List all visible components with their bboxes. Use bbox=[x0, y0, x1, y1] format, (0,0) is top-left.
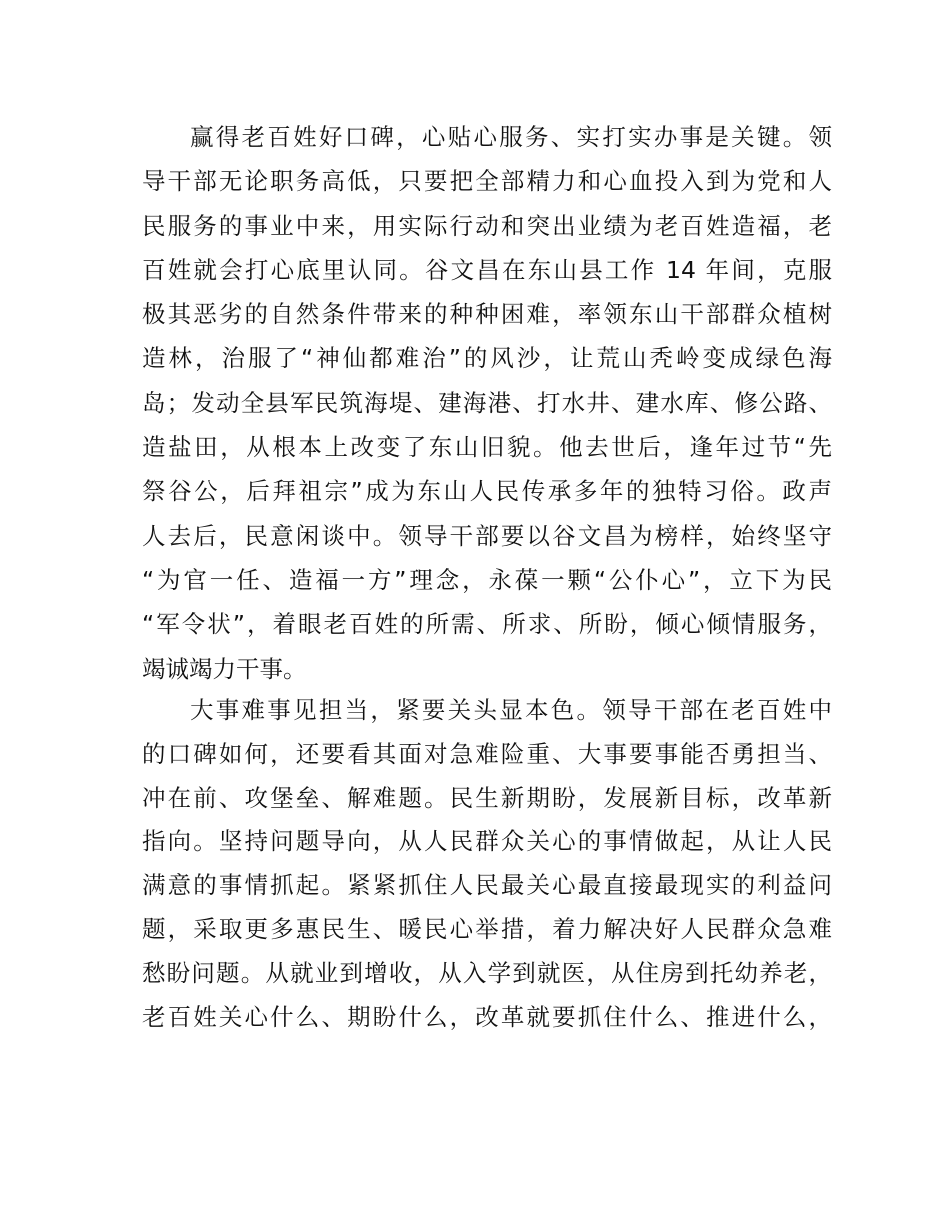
text-line: 导干部无论职务高低，只要把全部精力和心血投入到为党和人 bbox=[142, 167, 832, 196]
text-line: 赢得老百姓好口碑，心贴心服务、实打实办事是关键。领 bbox=[190, 123, 832, 151]
text-line: 竭诚竭力干事。 bbox=[142, 654, 307, 683]
text-line: “为官一任、造福一方”理念，永葆一颗“公仆心”，立下为民 bbox=[142, 565, 832, 594]
text-line: 人去后，民意闲谈中。领导干部要以谷文昌为榜样，始终坚守 bbox=[142, 521, 832, 550]
text-line: 大事难事见担当，紧要关头显本色。领导干部在老百姓中 bbox=[190, 696, 832, 724]
text-line: “军令状”，着眼老百姓的所需、所求、所盼，倾心倾情服务， bbox=[142, 610, 832, 639]
text-line: 的口碑如何，还要看其面对急难险重、大事要事能否勇担当、 bbox=[142, 739, 832, 768]
text-line: 满意的事情抓起。紧紧抓住人民最关心最直接最现实的利益问 bbox=[142, 871, 832, 900]
text-line: 民服务的事业中来，用实际行动和突出业绩为老百姓造福，老 bbox=[142, 211, 832, 240]
text-line: 百姓就会打心底里认同。谷文昌在东山县工作 14 年间，克服 bbox=[142, 255, 832, 284]
text-line: 老百姓关心什么、期盼什么，改革就要抓住什么、推进什么， bbox=[142, 1002, 832, 1031]
text-line: 指向。坚持问题导向，从人民群众关心的事情做起，从让人民 bbox=[142, 827, 832, 856]
text-line: 极其恶劣的自然条件带来的种种困难，率领东山干部群众植树 bbox=[142, 300, 832, 329]
text-line: 冲在前、攻堡垒、解难题。民生新期盼，发展新目标，改革新 bbox=[142, 783, 832, 812]
text-line: 造林，治服了“神仙都难治”的风沙，让荒山秃岭变成绿色海 bbox=[142, 344, 832, 373]
paragraph-2 bbox=[142, 689, 832, 1039]
text-line: 祭谷公，后拜祖宗”成为东山人民传承多年的独特习俗。政声 bbox=[142, 477, 832, 506]
text-line: 愁盼问题。从就业到增收，从入学到就医，从住房到托幼养老， bbox=[142, 958, 832, 987]
text-line: 题，采取更多惠民生、暖民心举措，着力解决好人民群众急难 bbox=[142, 914, 832, 943]
text-line: 造盐田，从根本上改变了东山旧貌。他去世后，逢年过节“先 bbox=[142, 433, 832, 462]
paragraph-1 bbox=[142, 115, 832, 691]
text-line: 岛；发动全县军民筑海堤、建海港、打水井、建水库、修公路、 bbox=[142, 388, 832, 417]
